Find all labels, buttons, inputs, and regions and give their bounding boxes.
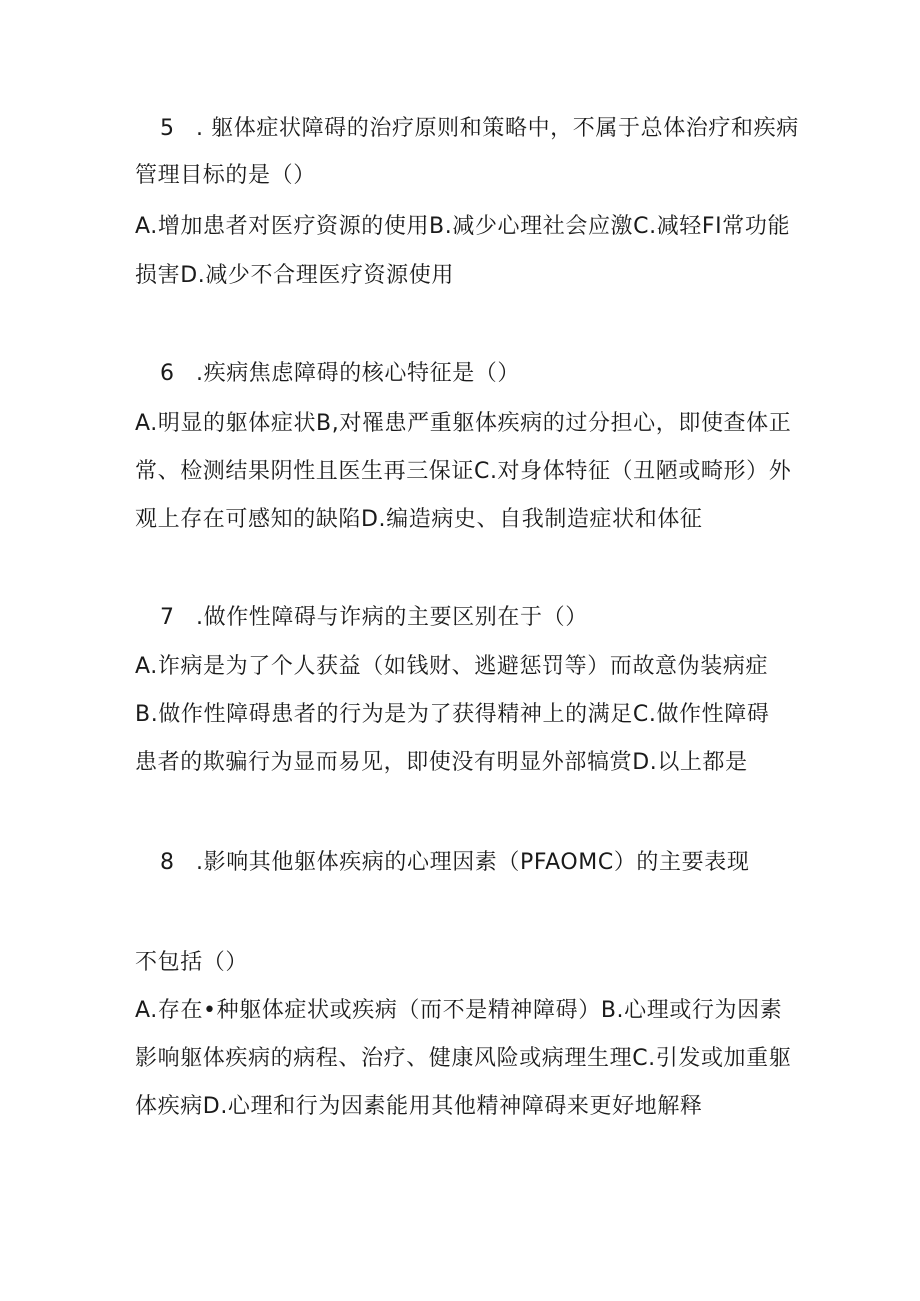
question-8-stem [160, 848, 749, 878]
question-number: 7 [160, 605, 175, 630]
question-5-stem-line-2: 管理目标的是（） [135, 163, 316, 188]
question-7-options-line-3: 患者的欺骗行为显而易见，即使没有明显外部犒赏D.以上都是 [135, 750, 748, 775]
question-7-options-line-1: A.诈病是为了个人获益（如钱财、逃避惩罚等）而故意伪装病症 [135, 654, 769, 679]
question-8-options-line-1: A.存在•种躯体症状或疾病（而不是精神障碍）B.心理或行为因素 [135, 998, 783, 1023]
question-stem-text: .影响其他躯体疾病的心理因素（PFAOMC）的主要表现 [196, 850, 750, 875]
question-6-options-line-2: 常、检测结果阴性且医生再三保证C.对身体特征（丑陋或畸形）外 [135, 459, 792, 484]
question-stem-text: . 躯体症状障碍的治疗原则和策略中，不属于总体治疗和疾病 [196, 116, 799, 141]
question-8-stem-continuation: 不包括（） [135, 950, 249, 975]
question-6-options-line-3: 观上存在可感知的缺陷D.编造病史、自我制造症状和体征 [135, 507, 703, 532]
question-5-stem [160, 114, 799, 144]
question-6-options-line-1: A.明显的躯体症状B,对罹患严重躯体疾病的过分担心，即使查体正 [135, 411, 792, 436]
question-7-options-line-2: B.做作性障碍患者的行为是为了获得精神上的满足C.做作性障碍 [135, 702, 770, 727]
question-7-stem [160, 603, 588, 633]
question-stem-text: .疾病焦虑障碍的核心特征是（） [196, 361, 520, 386]
question-8-options-line-3: 体疾病D.心理和行为因素能用其他精神障碍来更好地解释 [135, 1094, 703, 1119]
question-number: 6 [160, 361, 175, 386]
question-8-options-line-2: 影响躯体疾病的病程、治疗、健康风险或病理生理C.引发或加重躯 [135, 1046, 792, 1071]
question-6-stem [160, 359, 520, 389]
question-stem-text: .做作性障碍与诈病的主要区别在于（） [196, 605, 588, 630]
question-5-options-line-1: A.增加患者对医疗资源的使用B.减少心理社会应激C.减轻FI常功能 [135, 214, 791, 239]
question-5-options-line-2: 损害D.减少不合理医疗资源使用 [135, 263, 454, 288]
question-number: 8 [160, 850, 175, 875]
question-number: 5 [160, 116, 175, 141]
